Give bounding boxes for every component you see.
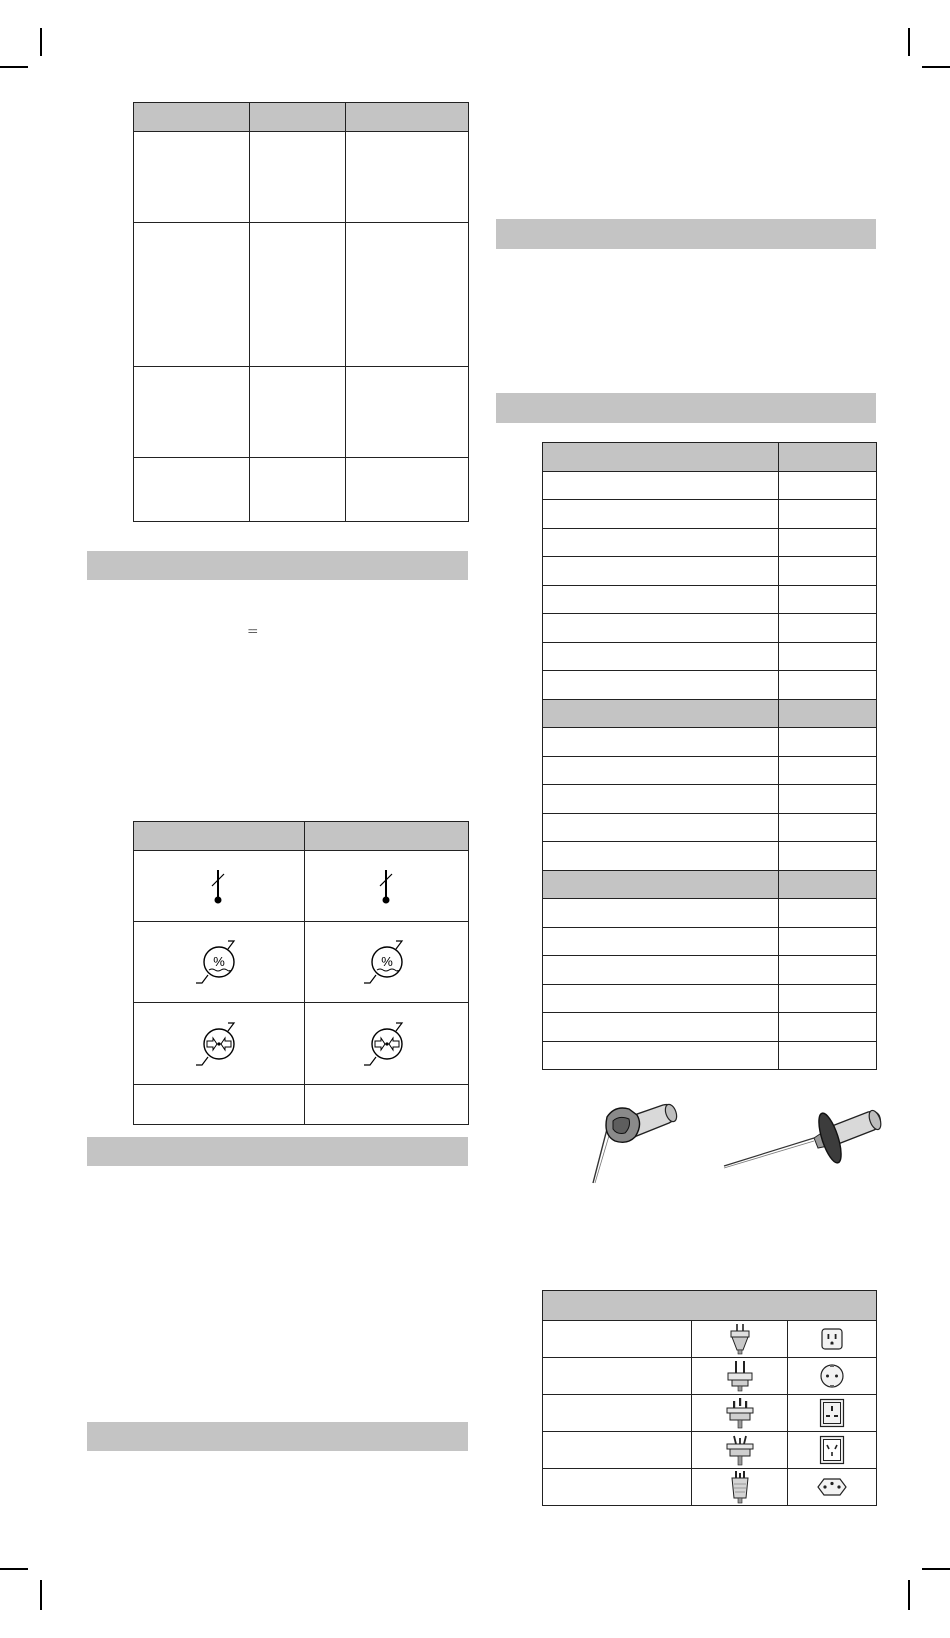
table-header-cell xyxy=(250,103,346,132)
table-row xyxy=(134,1003,469,1085)
table-cell xyxy=(779,1013,877,1042)
table-header-row xyxy=(543,1291,877,1321)
crop-mark xyxy=(0,1568,28,1570)
table-cell xyxy=(543,642,779,671)
table-cell xyxy=(543,756,779,785)
table-header-cell xyxy=(346,103,469,132)
table-row xyxy=(543,471,877,500)
table-header-cell xyxy=(543,870,779,899)
table-cell xyxy=(250,223,346,367)
table-cell xyxy=(543,528,779,557)
dc-symbol: == xyxy=(248,626,257,636)
plug-type-i-icon xyxy=(725,1434,755,1466)
table-cell xyxy=(346,132,469,223)
table-cell xyxy=(543,557,779,586)
section-heading-bar xyxy=(496,219,876,249)
table-cell xyxy=(779,500,877,529)
table-cell xyxy=(543,899,779,928)
table-cell xyxy=(134,922,305,1003)
table-header-cell xyxy=(305,822,469,851)
table-row xyxy=(134,922,469,1003)
table-cell xyxy=(779,1041,877,1070)
table-cell xyxy=(305,851,469,922)
table-cell xyxy=(779,956,877,985)
table-cell xyxy=(346,223,469,367)
table-row xyxy=(543,728,877,757)
table-cell xyxy=(543,1469,692,1506)
svg-text:%: % xyxy=(213,954,225,969)
crop-mark xyxy=(0,66,28,68)
table-cell xyxy=(779,528,877,557)
table-row xyxy=(543,585,877,614)
table-cell xyxy=(543,614,779,643)
table-cell xyxy=(788,1432,877,1469)
table-section-header-row xyxy=(543,870,877,899)
table-cell xyxy=(779,471,877,500)
table-cell xyxy=(305,1003,469,1085)
table-cell xyxy=(305,922,469,1003)
table-cell xyxy=(543,842,779,871)
table-row xyxy=(543,1041,877,1070)
table-cell xyxy=(543,1013,779,1042)
table-cell xyxy=(788,1469,877,1506)
socket-us-icon xyxy=(820,1327,844,1351)
table-cell xyxy=(543,927,779,956)
table-cell xyxy=(250,367,346,458)
table-header-cell xyxy=(134,822,305,851)
table-header-cell xyxy=(779,443,877,472)
plug-type-g-icon xyxy=(725,1397,755,1429)
table-cell xyxy=(779,756,877,785)
plug-type-a-icon xyxy=(728,1323,752,1355)
section-heading-bar xyxy=(496,393,876,423)
table-cell xyxy=(134,223,250,367)
table-cell xyxy=(788,1321,877,1358)
table-cell xyxy=(134,1003,305,1085)
table-cell xyxy=(134,132,250,223)
table-row xyxy=(543,842,877,871)
table-cell xyxy=(779,614,877,643)
table-cell xyxy=(543,500,779,529)
table-cell xyxy=(543,1321,692,1358)
table-cell xyxy=(788,1358,877,1395)
table-cell xyxy=(134,458,250,522)
table-cell xyxy=(779,842,877,871)
socket-schuko-icon xyxy=(819,1363,845,1389)
table-row xyxy=(543,528,877,557)
table-row xyxy=(543,671,877,700)
component-list-table xyxy=(542,442,877,1070)
table-row xyxy=(134,851,469,922)
environmental-conditions-table xyxy=(133,821,469,1125)
crop-mark xyxy=(40,1580,42,1610)
table-row xyxy=(543,1321,877,1358)
table-row xyxy=(543,1432,877,1469)
table-cell xyxy=(779,557,877,586)
table-cell xyxy=(692,1321,788,1358)
table-cell xyxy=(543,813,779,842)
crop-mark xyxy=(908,1580,910,1610)
crop-mark xyxy=(922,66,950,68)
thermometer-limit-icon xyxy=(372,866,402,906)
table-row xyxy=(543,1469,877,1506)
table-cell xyxy=(779,927,877,956)
table-row xyxy=(134,367,469,458)
table-row xyxy=(543,614,877,643)
table-cell xyxy=(250,458,346,522)
table-row xyxy=(543,1013,877,1042)
table-cell xyxy=(134,367,250,458)
table-cell xyxy=(779,984,877,1013)
table-header-cell xyxy=(543,1291,877,1321)
table-cell xyxy=(543,1432,692,1469)
section-heading-bar xyxy=(87,551,468,580)
straight-probe-tool-image xyxy=(722,1100,882,1175)
table-row xyxy=(543,557,877,586)
table-cell xyxy=(543,1041,779,1070)
table-cell xyxy=(543,585,779,614)
table-header-row xyxy=(134,822,469,851)
table-row xyxy=(543,500,877,529)
table-cell xyxy=(305,1085,469,1125)
table-cell xyxy=(779,728,877,757)
table-row xyxy=(134,132,469,223)
table-cell xyxy=(788,1395,877,1432)
table-row xyxy=(543,1358,877,1395)
table-row xyxy=(543,1395,877,1432)
svg-text:%: % xyxy=(380,954,393,969)
table-section-header-row xyxy=(543,699,877,728)
table-cell xyxy=(692,1358,788,1395)
table-cell xyxy=(692,1432,788,1469)
table-cell xyxy=(134,851,305,922)
table-cell xyxy=(692,1395,788,1432)
table-header-cell xyxy=(779,870,877,899)
section-heading-bar xyxy=(87,1137,468,1166)
table-row xyxy=(543,927,877,956)
angled-probe-tool-image xyxy=(585,1095,695,1185)
pressure-limit-icon xyxy=(194,1019,244,1069)
table-row xyxy=(134,1085,469,1125)
table-cell xyxy=(134,1085,305,1125)
table-header-row xyxy=(134,103,469,132)
humidity-limit-icon xyxy=(362,937,412,987)
table-cell xyxy=(346,458,469,522)
table-cell xyxy=(543,984,779,1013)
crop-mark xyxy=(922,1568,950,1570)
table-cell xyxy=(692,1469,788,1506)
table-cell xyxy=(543,671,779,700)
table-row xyxy=(543,785,877,814)
table-cell xyxy=(250,132,346,223)
table-row xyxy=(543,756,877,785)
table-cell xyxy=(779,671,877,700)
socket-au-icon xyxy=(819,1435,845,1465)
table-row xyxy=(543,984,877,1013)
table-cell xyxy=(346,367,469,458)
table-row xyxy=(543,642,877,671)
socket-ch-icon xyxy=(814,1476,850,1498)
table-header-cell xyxy=(543,443,779,472)
table-cell xyxy=(779,642,877,671)
table-row xyxy=(543,956,877,985)
crop-mark xyxy=(40,28,42,56)
table-cell xyxy=(543,956,779,985)
socket-uk-icon xyxy=(819,1398,845,1428)
table-cell xyxy=(543,1395,692,1432)
table-section-header-row xyxy=(543,443,877,472)
table-cell xyxy=(779,585,877,614)
table-cell xyxy=(779,899,877,928)
pressure-limit-icon xyxy=(362,1019,412,1069)
plug-adapter-table xyxy=(542,1290,877,1506)
table-cell xyxy=(543,785,779,814)
table-header-cell xyxy=(134,103,250,132)
section-heading-bar xyxy=(87,1422,468,1451)
specifications-table xyxy=(133,102,469,522)
table-cell xyxy=(543,471,779,500)
table-header-cell xyxy=(779,699,877,728)
table-cell xyxy=(543,728,779,757)
crop-mark xyxy=(908,28,910,56)
table-row xyxy=(543,813,877,842)
table-row xyxy=(543,899,877,928)
table-header-cell xyxy=(543,699,779,728)
table-row xyxy=(134,458,469,522)
table-cell xyxy=(779,813,877,842)
table-cell xyxy=(543,1358,692,1395)
plug-type-j-icon xyxy=(728,1470,752,1504)
table-cell xyxy=(779,785,877,814)
plug-type-c-icon xyxy=(726,1360,754,1392)
thermometer-limit-icon xyxy=(204,866,234,906)
table-row xyxy=(134,223,469,367)
humidity-limit-icon xyxy=(194,937,244,987)
